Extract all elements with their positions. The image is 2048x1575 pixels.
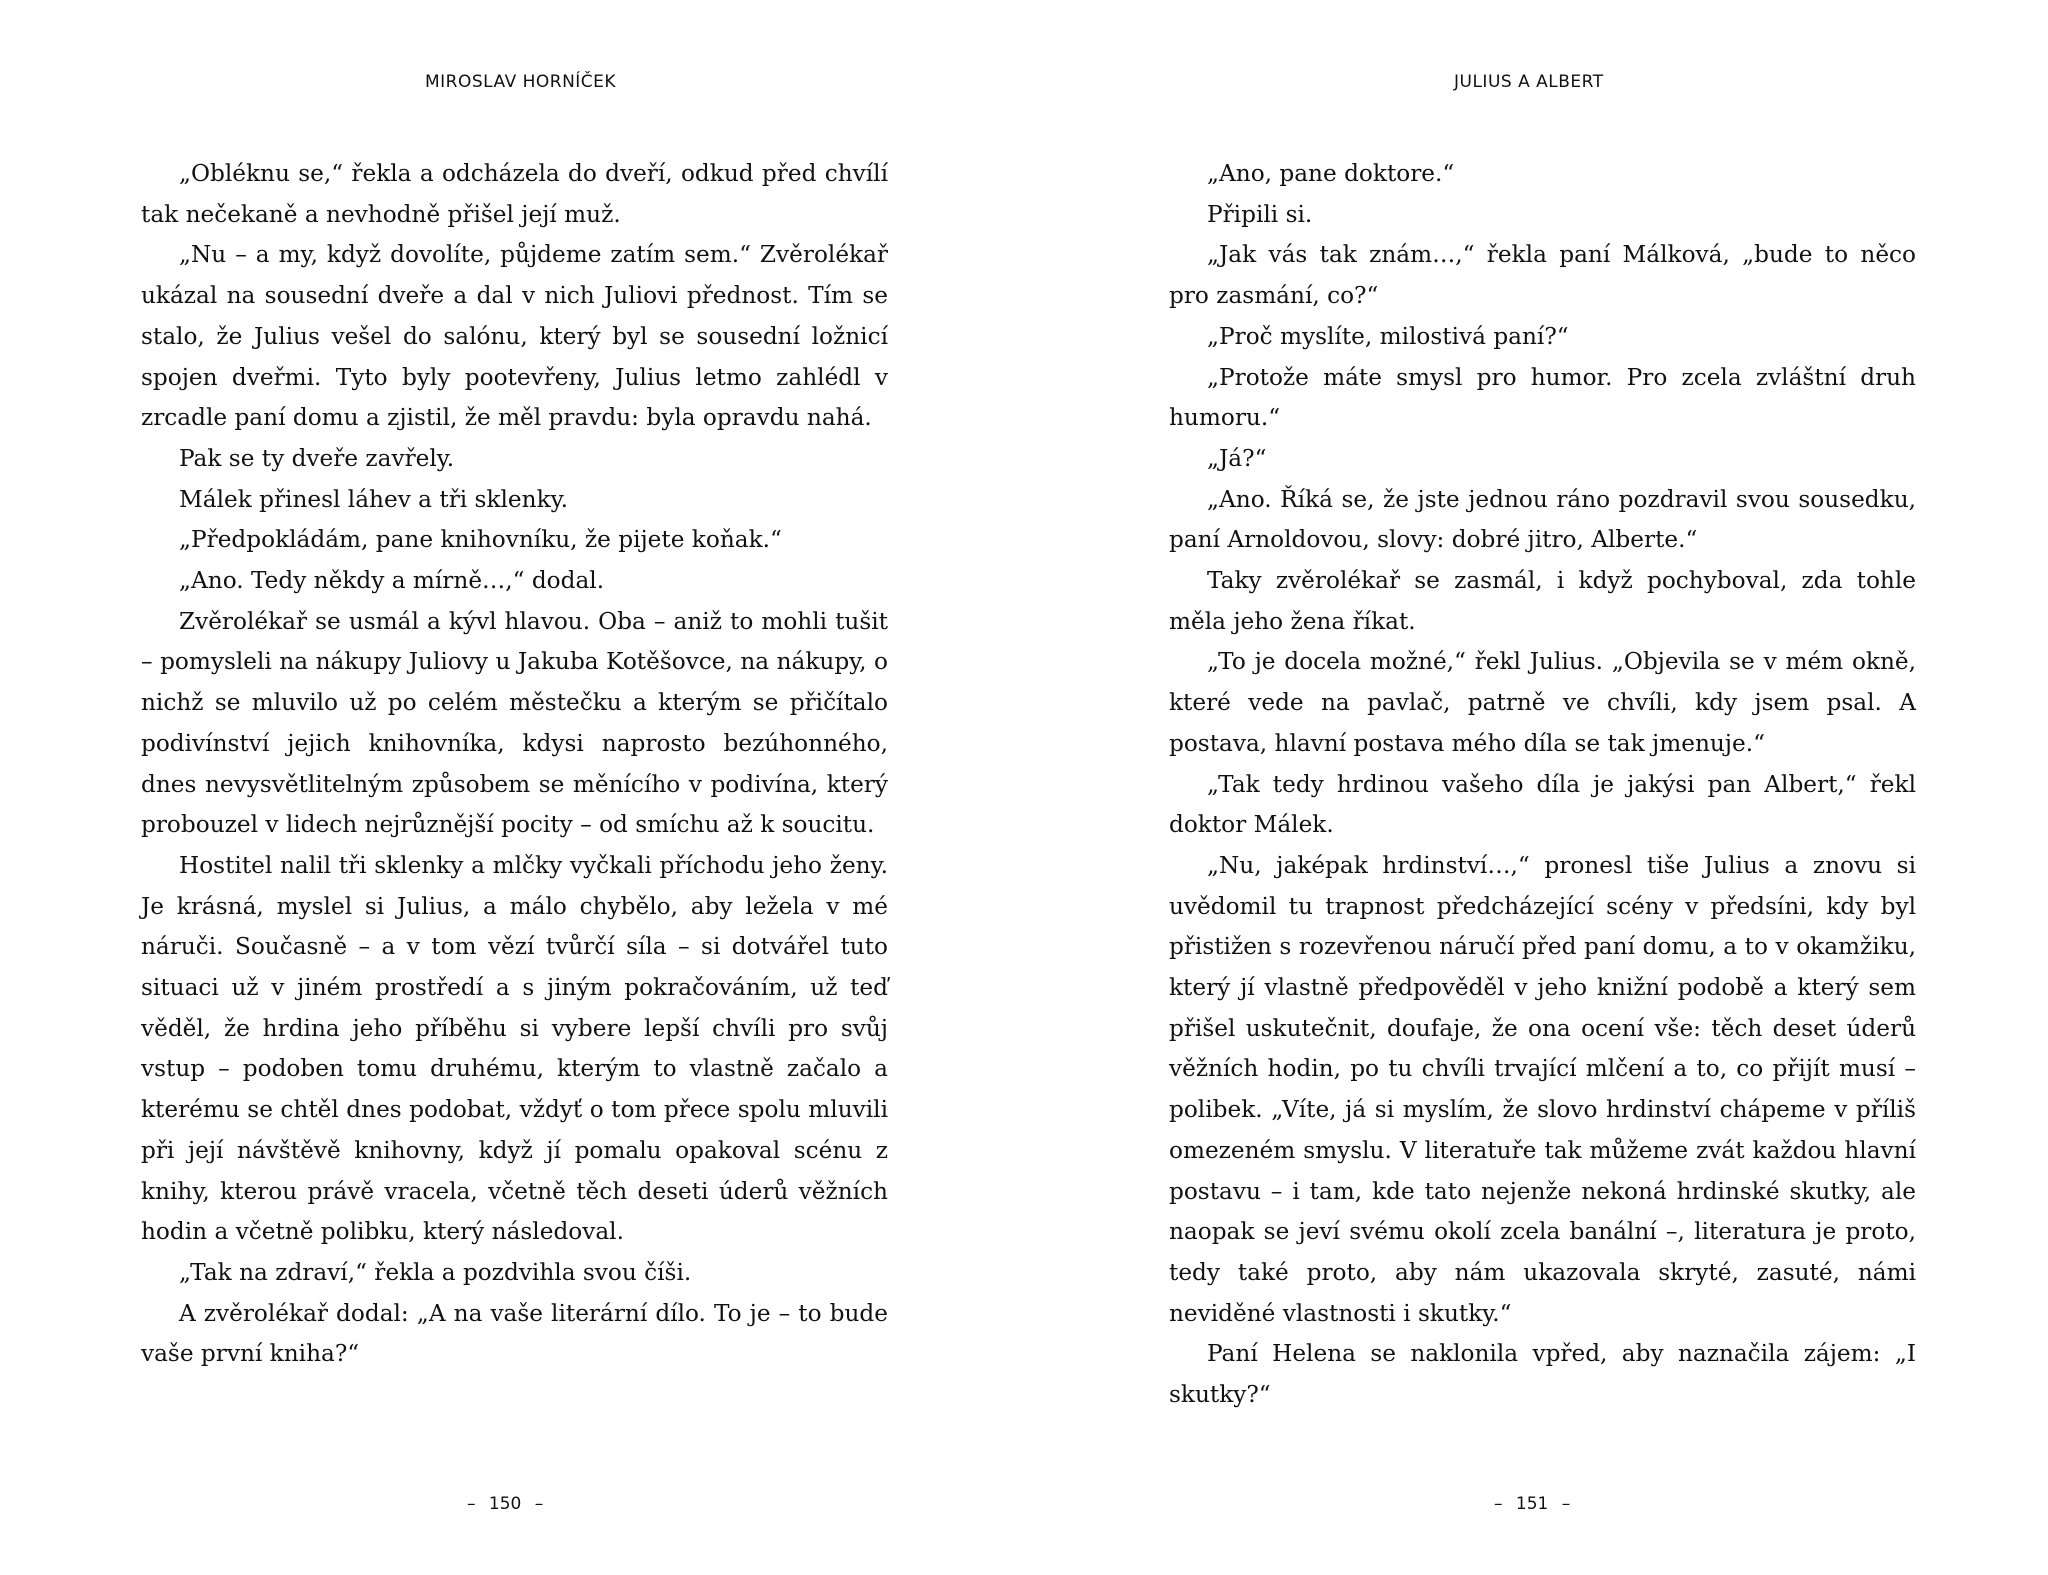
right-page [1024,0,2048,1575]
paragraph: „Já?“ [1207,444,1267,472]
paragraph: A zvěrolékař dodal: „A na vaše literární dílo. To je – to bude vaše první kniha?“ [141,1299,888,1368]
page-number: 150 [488,1494,522,1514]
paragraph: „Nu – a my, když dovolíte, půjdeme zatím sem.“ Zvěrolékař ukázal na sousední dveře a dal v nich Juliovi přednost. Tím se stalo, že Julius vešel do salónu, který byl se sousední ložnicí spojen dveřmi. Tyto byly pootevřeny, Julius letmo zahlédl v zrcadle paní domu a zjistil, že měl pravdu: byla opravdu nahá. [141,241,888,432]
paragraph: „Tak tedy hrdinou vašeho díla je jakýsi pan Albert,“ řekl doktor Málek. [1169,770,1916,839]
paragraph: „Tak na zdraví,“ řekla a pozdvihla svou číši. [179,1258,692,1286]
page-number: 151 [1515,1494,1549,1514]
paragraph: Hostitel nalil tři sklenky a mlčky vyčkali příchodu jeho ženy. Je krásná, myslel si Julius, a málo chybělo, aby ležela v mé náruči. Současně – a v tom vězí tvůrčí síla – si dotvářel tuto situaci už v jiném prostředí a s jiným pokračováním, už teď věděl, že hrdina jeho příběhu si vybere lepší chvíli pro svůj vstup – podoben tomu druhému, kterým to vlastně začalo a kterému se chtěl dnes podobat, vždyť o tom přece spolu mluvili při její návštěvě knihovny, když jí pomalu opakoval scénu z knihy, kterou právě vracela, včetně těch deseti úderů věžních hodin a včetně polibku, který následoval. [141,851,888,1246]
paragraph: Málek přinesl láhev a tři sklenky. [179,485,569,513]
page-number-footer: – 151 – [1494,1494,1571,1514]
page-number-footer: – 150 – [467,1494,544,1514]
paragraph: Paní Helena se naklonila vpřed, aby naznačila zájem: „I skutky?“ [1169,1340,1916,1409]
paragraph: „Obléknu se,“ řekla a odcházela do dveří, odkud před chvílí tak nečekaně a nevhodně přišel její muž. [141,160,888,228]
paragraph: „To je docela možné,“ řekl Julius. „Objevila se v mém okně, které vede na pavlač, patrně ve chvíli, kdy jsem psal. A postava, hlavní postava mého díla se tak jmenuje.“ [1169,648,1916,757]
paragraph: Pak se ty dveře zavřely. [179,444,455,472]
paragraph: Připili si. [1207,200,1313,228]
paragraph: „Nu, jaképak hrdinství…,“ pronesl tiše Julius a znovu si uvědomil tu trapnost předcházející scény v předsíni, kdy byl přistižen s rozevřenou náručí před paní domu, a to v okamžiku, který jí vlastně předpověděl v jeho knižní podobě a který sem přišel uskutečnit, doufaje, že ona ocení vše: těch deset úderů věžních hodin, po tu chvíli trvající mlčení a to, co přijít musí – polibek. „Víte, já si myslím, že slovo hrdinství chápeme v příliš omezeném smyslu. V literatuře tak můžeme zvát každou hlavní postavu – i tam, kde tato nejenže nekoná hrdinské skutky, ale naopak se jeví svému okolí zcela banální –, literatura je proto, tedy také proto, aby nám ukazovala skryté, zasuté, námi neviděné vlastnosti i skutky.“ [1169,851,1916,1327]
paragraph: Taky zvěrolékař se zasmál, i když pochyboval, zda tohle měla jeho žena říkat. [1169,567,1916,635]
running-head-title: JULIUS A ALBERT [1454,72,1604,92]
paragraph: „Protože máte smysl pro humor. Pro zcela zvláštní druh humoru.“ [1169,363,1916,432]
paragraph: „Proč myslíte, milostivá paní?“ [1207,322,1569,350]
paragraph: „Jak vás tak znám…,“ řekla paní Málková, „bude to něco pro zasmání, co?“ [1169,241,1916,310]
paragraph: „Ano. Říká se, že jste jednou ráno pozdravil svou sousedku, paní Arnoldovou, slovy: dobré jitro, Alberte.“ [1169,485,1916,554]
paragraph: Zvěrolékař se usmál a kývl hlavou. Oba – aniž to mohli tušit – pomysleli na nákupy Juliovy u Jakuba Kotěšovce, na nákupy, o nichž se mluvilo už po celém městečku a kterým se přičítalo podivínství jejich knihovníka, kdysi naprosto bezúhonného, dnes nevysvětlitelným způsobem se měnícího v podivína, který probouzel v lidech nejrůznější pocity – od smíchu až k soucitu. [141,607,888,839]
paragraph: „Předpokládám, pane knihovníku, že pijete koňak.“ [179,526,782,554]
paragraph: „Ano. Tedy někdy a mírně…,“ dodal. [179,567,605,595]
left-page-text [141,154,888,1375]
right-page-text [1169,154,1916,1416]
paragraph: „Ano, pane doktore.“ [1207,160,1455,187]
running-head-author: MIROSLAV HORNÍČEK [425,72,617,92]
